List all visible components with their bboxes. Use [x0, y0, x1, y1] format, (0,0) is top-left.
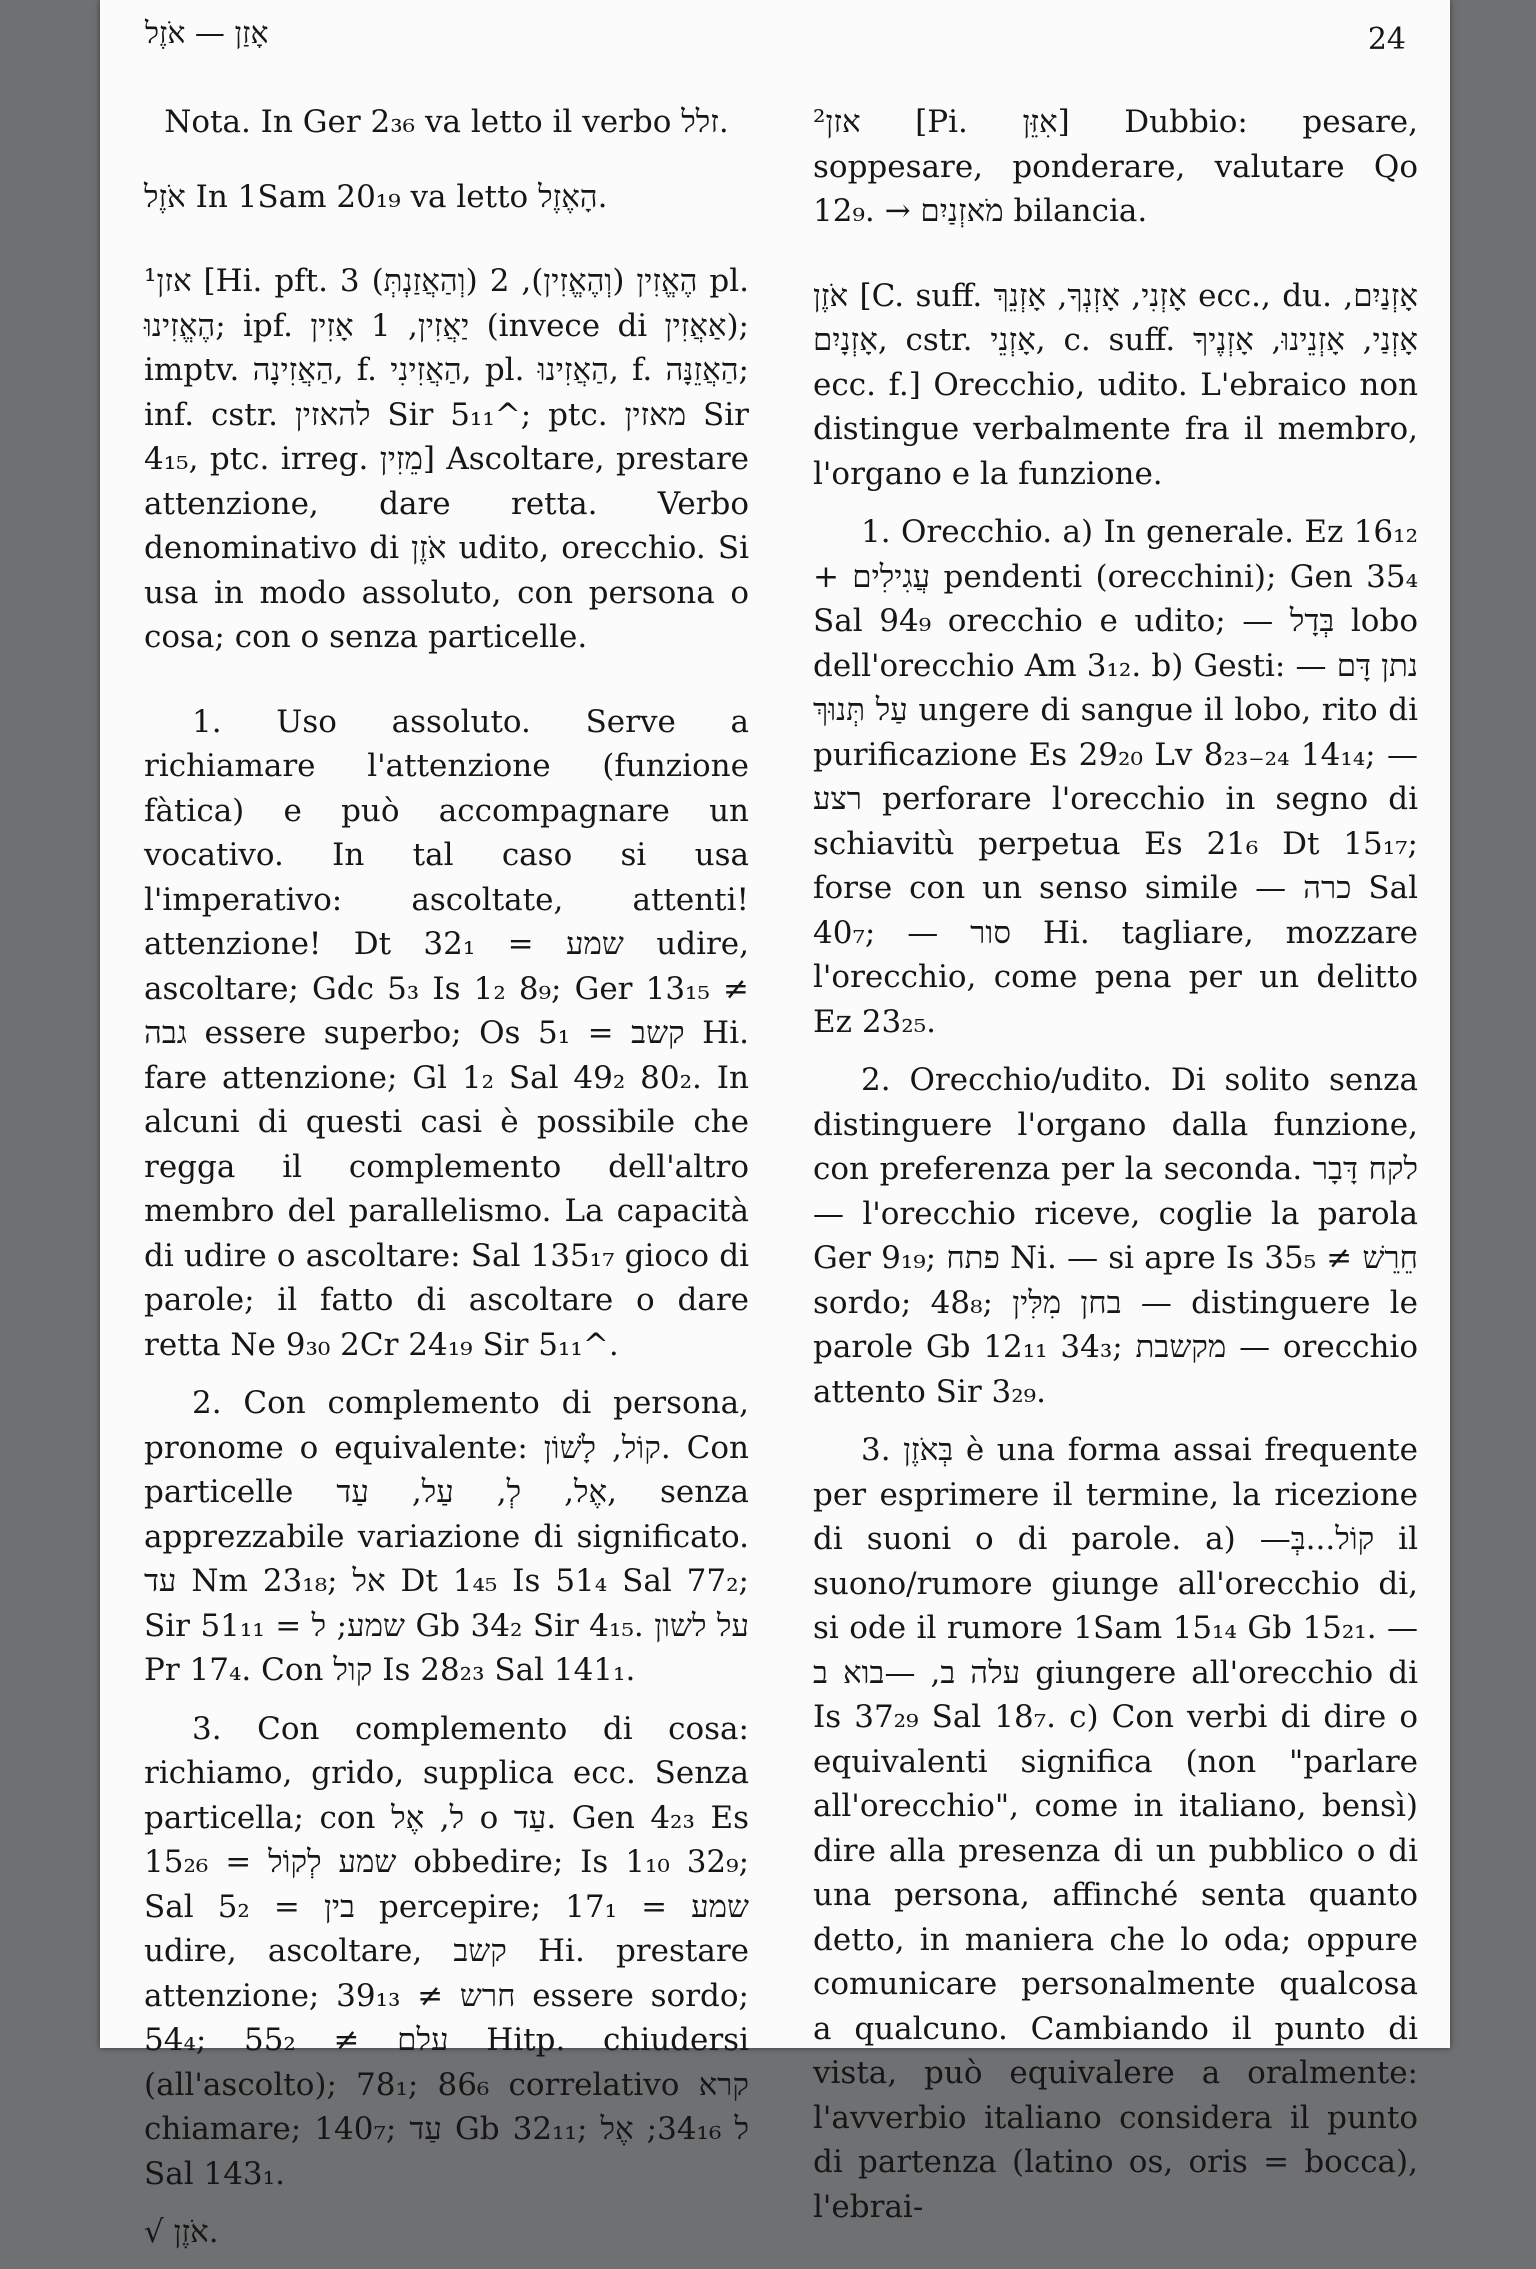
dictionary-page: [100, 0, 1450, 2250]
note-paragraph: Nota. In Ger 2₃₆ va letto il verbo זלל.: [164, 104, 729, 140]
running-head: אָזַן — אֹזֶל: [145, 16, 269, 51]
page-number: 24: [1367, 22, 1406, 57]
left-column: [144, 100, 749, 2269]
entry-azan-2: אזן² [Pi. אִזֵּן] Dubbio: pesare, soppesare, ponderare, valutare Qo 12₉. → מֹאזְנַיִם bilancia.: [813, 104, 1418, 229]
ozen-sense-3-paragraph: 3. בְּאֹזֶן è una forma assai frequente per esprimere il termine, la ricezione di suoni o di parole. a) —קוֹל...בְּ il suono/rumore giunge all'orecchio di, si ode il rumore 1Sam 15₁₄ Gb 15₂₁. —עלה ב, —בוא ב giungere all'orecchio di Is 37₂₉ Sal 18₇. c) Con verbi di dire o equivalenti significa (non "parlare all'orecchio", come in italiano, bensì) dire alla presenza di un pubblico o di una persona, affinché senta quanto detto, in maniera che lo oda; oppure comunicare personalmente qualcosa a qualcuno. Cambiando il punto di vista, può equivalere a oralmente: l'avverbio italiano considera il punto di partenza (latino os, oris = bocca), l'ebrai-: [813, 1432, 1418, 2225]
right-column: [813, 100, 1418, 2243]
sense-1-paragraph: 1. Uso assoluto. Serve a richiamare l'attenzione (funzione fàtica) e può accompagnare un vocativo. In tal caso si usa l'imperativo: ascoltate, attenti! attenzione! Dt 32₁ = שמע udire, ascoltare; Gdc 5₃ Is 1₂ 8₉; Ger 13₁₅ ≠ גבה essere superbo; Os 5₁ = קשב Hi. fare attenzione; Gl 1₂ Sal 49₂ 80₂. In alcuni di questi casi è possibile che regga il complemento dell'altro membro del parallelismo. La capacità di udire o ascoltare: Sal 135₁₇ gioco di parole; il fatto di ascoltare o dare retta Ne 9₃₀ 2Cr 24₁₉ Sir 5₁₁^.: [144, 703, 749, 1363]
ozen-sense-1-paragraph: 1. Orecchio. a) In generale. Ez 16₁₂ + עֲגִילִים pendenti (orecchini); Gen 35₄ Sal 94₉ orecchio e udito; — בְּדָל lobo dell'orecchio Am 3₁₂. b) Gesti: — נתן דָּם עַל תְּנוּךְ ungere di sangue il lobo, rito di purificazione Es 29₂₀ Lv 8₂₃₋₂₄ 14₁₄; — רצע perforare l'orecchio in segno di schiavitù perpetua Es 21₆ Dt 15₁₇; forse con un senso simile — כרה Sal 40₇; — סור Hi. tagliare, mozzare l'orecchio, come pena per un delitto Ez 23₂₅.: [813, 514, 1419, 1040]
entry-ozel: אֹזֶל In 1Sam 20₁₉ va letto הָאֶזֶל.: [144, 178, 608, 215]
sense-3-paragraph: 3. Con complemento di cosa: richiamo, grido, supplica ecc. Senza particella; con ל, אֶל o עַד. Gen 4₂₃ Es 15₂₆ = שמע לְקוֹל obbedire; Is 1₁₀ 32₉; Sal 5₂ = בין percepire; 17₁ = שמע udire, ascoltare, קשב Hi. prestare attenzione; 39₁₃ ≠ חרש essere sordo; 54₄; 55₂ ≠ עלם Hitp. chiudersi (all'ascolto); 78₁; 86₆ correlativo קרא chiamare; 140₇; עַד Gb 32₁₁; ל 34₁₆; אֶל Sal 143₁.: [144, 1710, 750, 2192]
entry-azan-1: אזן¹ [Hi. pft. הֶאֱזִין (וְהֶאֱזִין), 2 (וְהַאֲזַנְתְּ) 3 pl. הֶאֱזִינוּ; ipf. יַאֲזִין, 1 אָזִין (invece di אַאֲזִין); imptv. הַאֲזִינָה, f. הַאֲזִינִי, pl. הַאֲזִינוּ, f. הַאֲזֵנָּה; inf. cstr. להאזין Sir 5₁₁^; ptc. מאזין Sir 4₁₅, ptc. irreg. מֵזִין] Ascoltare, prestare attenzione, dare retta. Verbo denominativo di אֹזֶן udito, orecchio. Si usa in modo assoluto, con persona o cosa; con o senza particelle.: [144, 263, 750, 655]
root-reference: √ אֹזֶן.: [144, 2214, 219, 2250]
ozen-sense-2-paragraph: 2. Orecchio/udito. Di solito senza distinguere l'organo dalla funzione, con preferenza per la seconda. לקח דָּבָר — l'orecchio riceve, coglie la parola Ger 9₁₉; פתח Ni. — si apre Is 35₅ ≠ חֵרֵשׁ sordo; 48₈; בחן מִלִּין — distinguere le parole Gb 12₁₁ 34₃; מקשבת — orecchio attento Sir 3₂₉.: [813, 1062, 1418, 1410]
entry-ozen: אֹזֶן [C. suff. אָזְנִי, אָזְנְךָ, אָזְנֵךְ ecc., du. אָזְנַיִם, אָזְנָיִם, cstr. אָזְנֵי, c. suff. אָזְנַי, אָזְנֵינוּ, אָזְנֶיךָ ecc. f.] Orecchio, udito. L'ebraico non distingue verbalmente fra il membro, l'organo e la funzione.: [813, 277, 1418, 492]
sense-2-paragraph: 2. Con complemento di persona, pronome o equivalente: קוֹל, לָשׁוֹן. Con particelle אֶל, לְ, עַל, עַד, senza apprezzabile variazione di significato. עד Nm 23₁₈; אל Dt 1₄₅ Is 51₄ Sal 77₂; Sir 51₁₁ = שמע; ל Gb 34₂ Sir 4₁₅. על לשון Pr 17₄. Con קול Is 28₂₃ Sal 141₁.: [144, 1385, 750, 1688]
